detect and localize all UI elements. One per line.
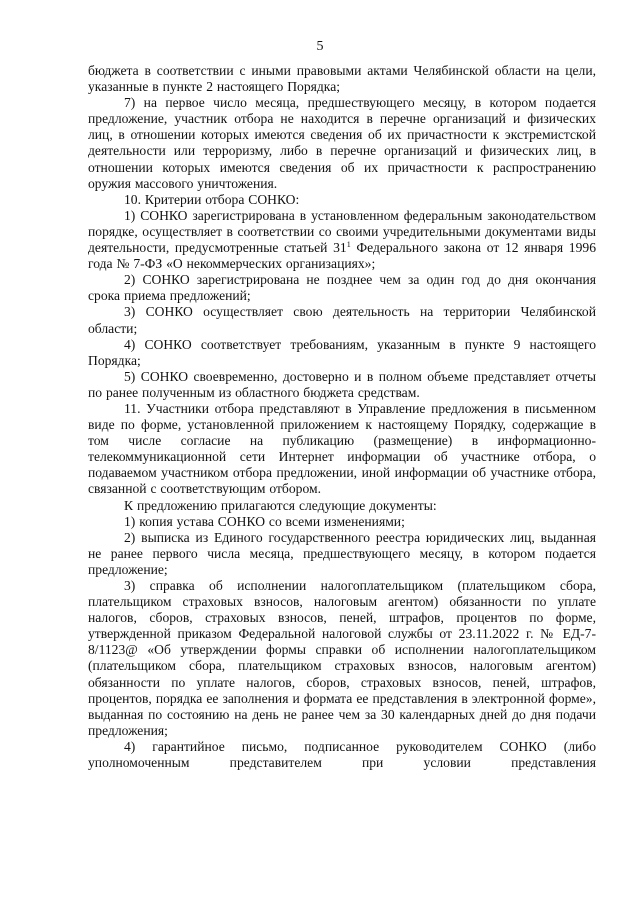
criterion-1-text-start: 1) СОНКО зарегистрирована в установленном федеральным законодательством порядке, осуществляет в соответствии со своими учредительными документами виды деятельности, предусмотренные статьей 31 xyxy=(88,207,596,256)
paragraph-document-1: 1) копия устава СОНКО со всеми изменениями; xyxy=(124,513,405,529)
paragraph-item-11: 11. Участники отбора представляют в Управление предложения в письменном виде по форме, установленной приложением к настоящему Порядку, содержащие в том числе согласие на публикацию (размещение) в информационно-телекоммуникационной сети Интернет информации об участнике отбора, о подаваемом участником отбора предложении, иной информации об участнике отбора, связанной с соответствующим отбором. xyxy=(88,400,596,497)
paragraph-item-7: 7) на первое число месяца, предшествующего месяцу, в котором подается предложение, участник отбора не находится в перечне организаций и физических лиц, в отношении которых имеются сведения об их причастности к экстремистской деятельности или терроризму, либо в перечне организаций и физических лиц, в отношении которых имеются сведения об их причастности к распространению оружия массового уничтожения. xyxy=(88,95,596,191)
paragraph-document-4: 4) гарантийное письмо, подписанное руководителем СОНКО (либо уполномоченным представителем при условии представления xyxy=(88,738,596,771)
document-body xyxy=(88,63,596,771)
paragraph-document-3: 3) справка об исполнении налогоплательщиком (плательщиком сбора, плательщиком страховых взносов, налоговым агентом) обязанности по уплате налогов, сборов, страховых взносов, пеней, штрафов, процентов по форме, утвержденной приказом Федеральной налоговой службы от 23.11.2022 г. № ЕД-7-8/1123@ «Об утверждении формы справки об исполнении налогоплательщиком (плательщиком сбора, плательщиком страховых взносов, налоговым агентом) обязанности по уплате налогов, сборов, страховых взносов, пеней, штрафов, процентов, порядка ее заполнения и формата ее представления в электронной форме», выданная по состоянию на день не ранее чем за 30 календарных дней до дня подачи предложения; xyxy=(88,578,596,738)
paragraph-documents-heading: К предложению прилагаются следующие документы: xyxy=(124,497,437,513)
article-superscript: 1 xyxy=(346,240,351,250)
paragraph-criterion-4: 4) СОНКО соответствует требованиям, указанным в пункте 9 настоящего Порядка; xyxy=(88,336,596,368)
paragraph-criteria-heading: 10. Критерии отбора СОНКО: xyxy=(124,191,300,207)
paragraph-criterion-3: 3) СОНКО осуществляет свою деятельность на территории Челябинской области; xyxy=(88,304,596,336)
paragraph-criterion-2: 2) СОНКО зарегистрирована не позднее чем за один год до дня окончания срока приема предложений; xyxy=(88,272,596,304)
paragraph-continuation: бюджета в соответствии с иными правовыми актами Челябинской области на цели, указанные в пункте 2 настоящего Порядка; xyxy=(88,63,596,95)
paragraph-document-2: 2) выписка из Единого государственного реестра юридических лиц, выданная не ранее первого числа месяца, предшествующего месяцу, в котором подается предложение; xyxy=(88,529,596,577)
page-number: 5 xyxy=(316,39,324,54)
paragraph-criterion-1 xyxy=(88,208,596,272)
paragraph-criterion-5: 5) СОНКО своевременно, достоверно и в полном объеме представляет отчеты по ранее полученным из областного бюджета средствам. xyxy=(88,368,596,400)
criterion-1-text-end: Федерального закона от 12 января 1996 года № 7-ФЗ «О некоммерческих организациях»; xyxy=(88,240,596,272)
